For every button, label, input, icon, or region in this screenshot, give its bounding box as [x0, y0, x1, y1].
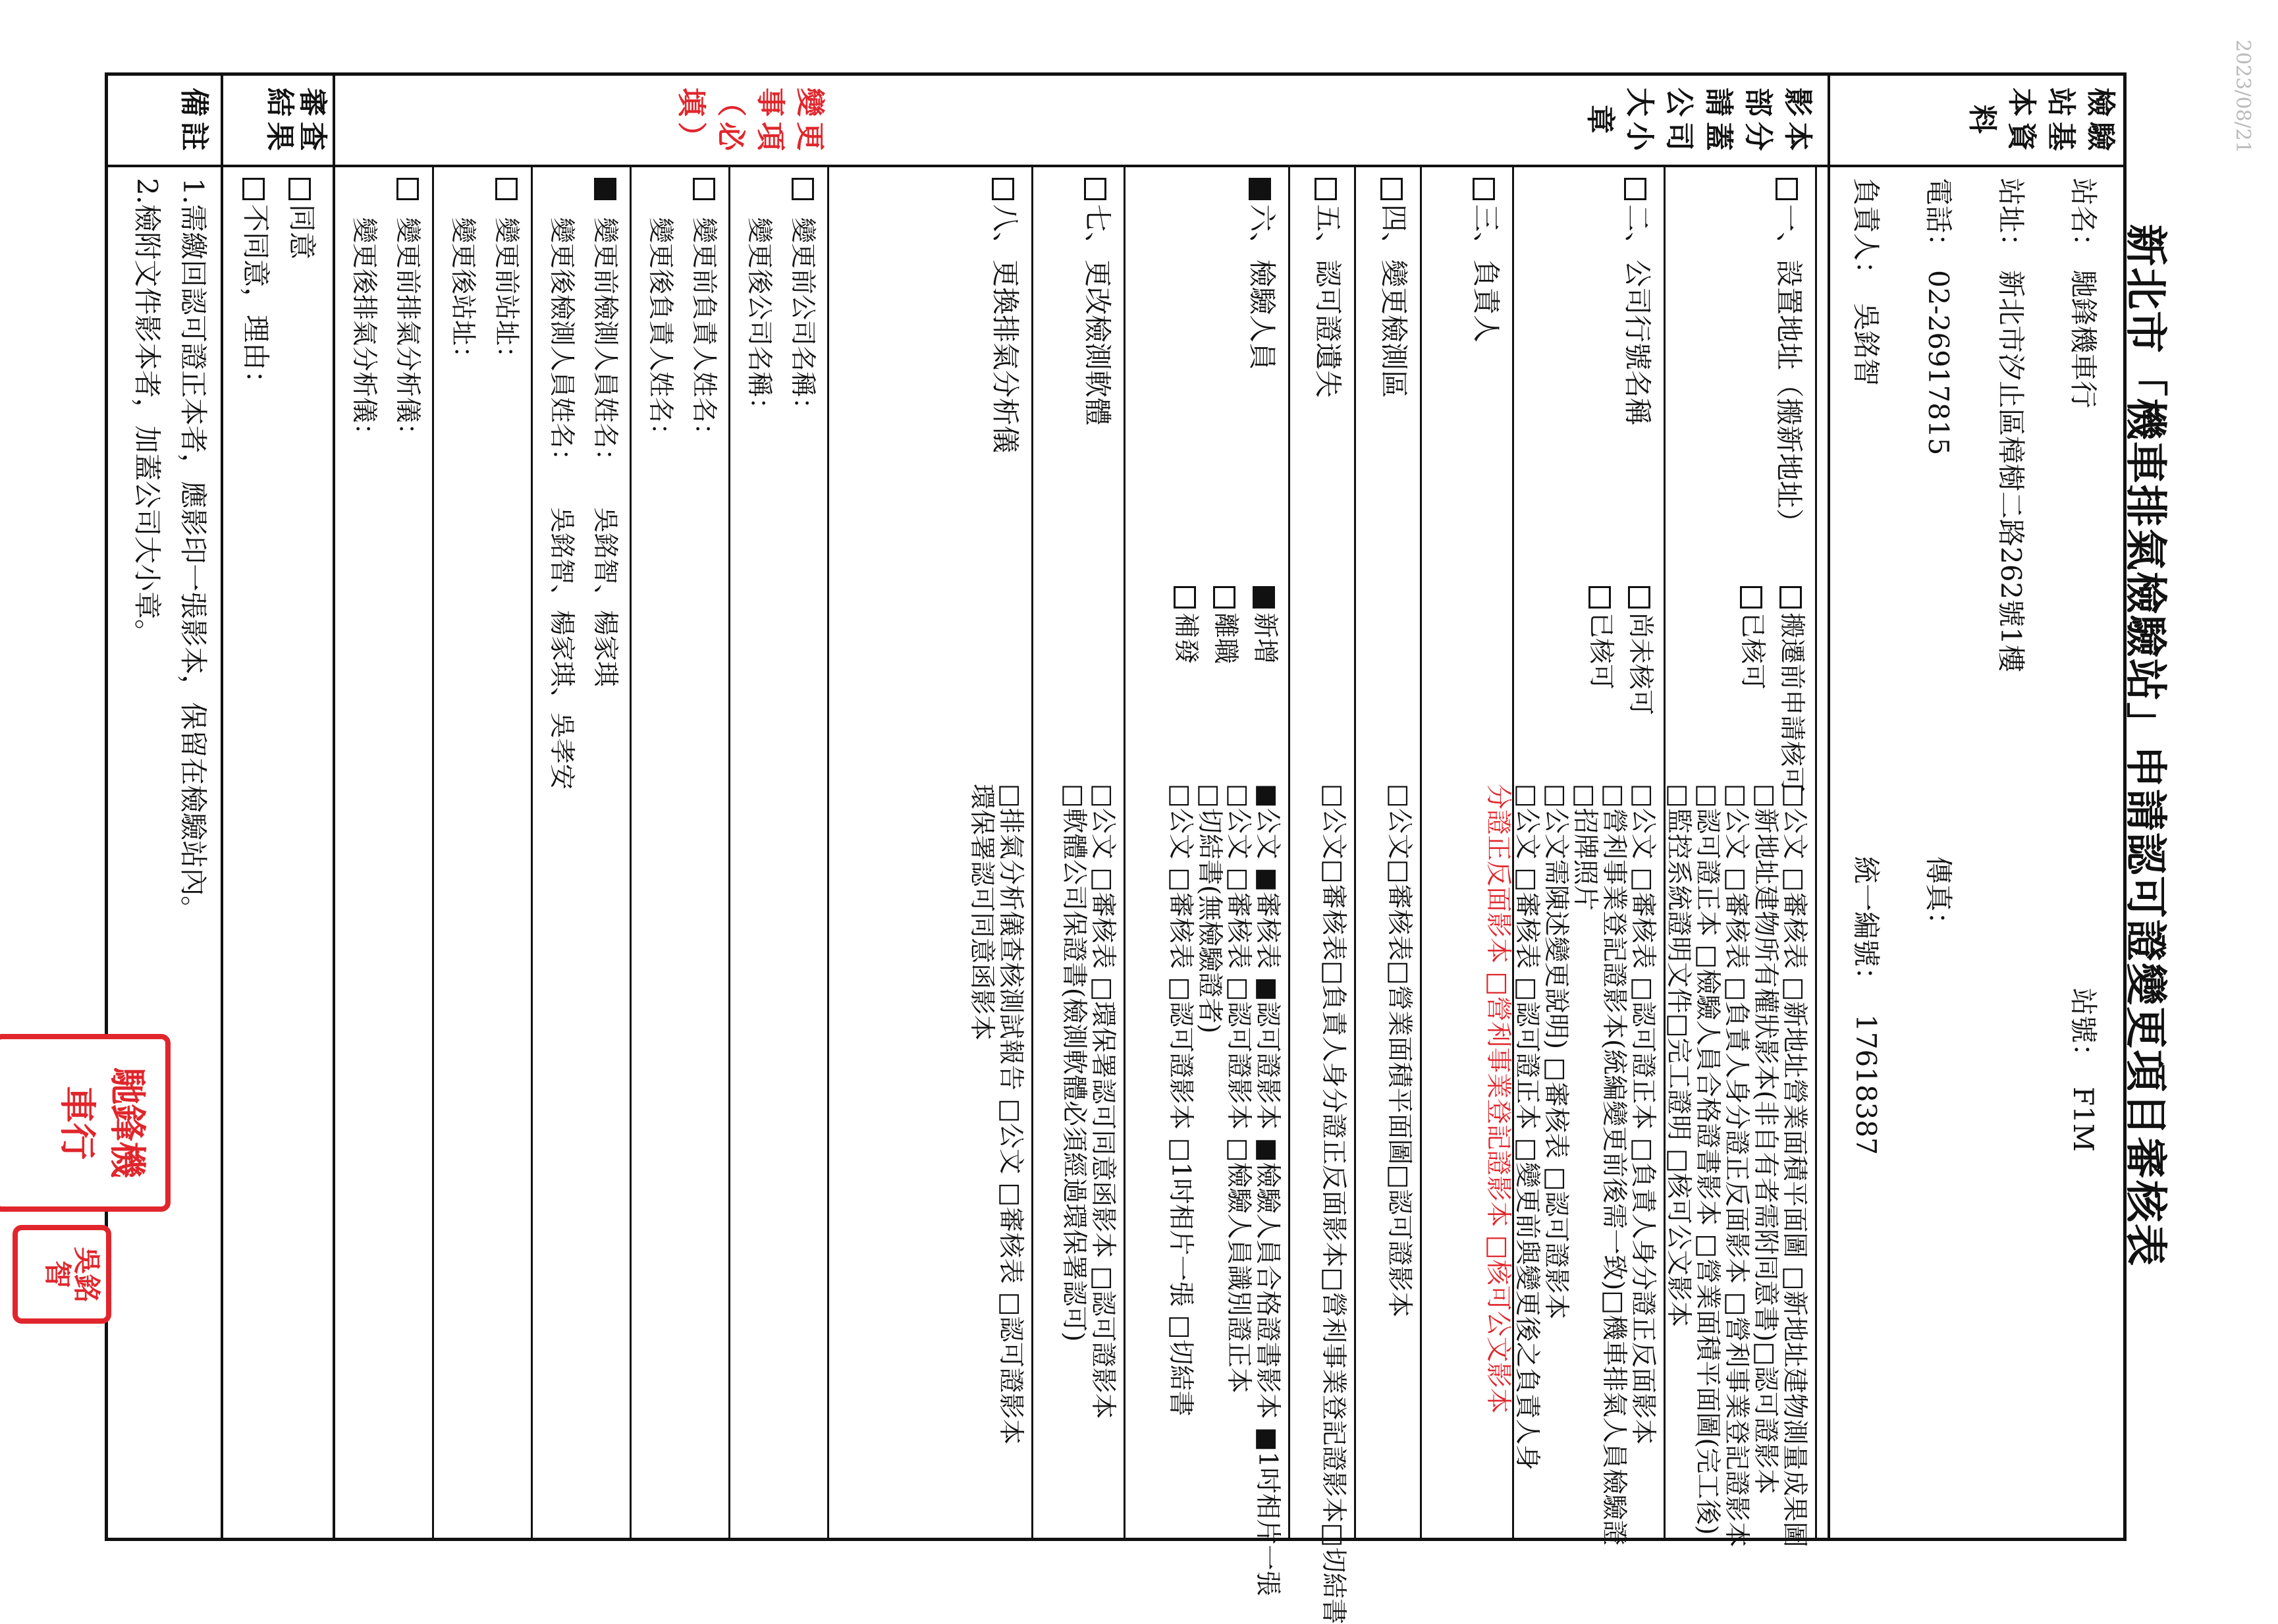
- manager-label: 負責人：: [1850, 178, 1882, 289]
- change-row: [333, 165, 434, 1541]
- section-label[interactable]: [1245, 178, 1279, 370]
- sub-option[interactable]: [1170, 586, 1201, 664]
- notes-heading: 備註: [177, 88, 211, 156]
- company-seal: 馳鋒機車行: [0, 1034, 171, 1212]
- document-line: □公文 □審核表 □認可證影本 □檢驗人員識別證正本: [1224, 784, 1253, 1394]
- divider: [333, 72, 335, 1541]
- document-line: □排氣分析儀查核測試報告 □公文 □審核表 □認可證影本: [996, 784, 1025, 1445]
- document-line: □監控系統證明文件□完工證明 □核可公文影本: [1664, 784, 1693, 1327]
- address-label: 站址：: [1995, 178, 2027, 261]
- section-label-text: 二、公司行號名稱: [1621, 204, 1654, 426]
- section-label-text: 五、認可證遺失: [1312, 204, 1344, 398]
- checkbox[interactable]: [288, 178, 311, 200]
- checkbox[interactable]: [1315, 178, 1337, 200]
- sub-option-label: 離職: [1210, 612, 1240, 664]
- form-title: 新北市「機車排氣檢驗站」申請認可證變更項目審核表: [2121, 224, 2170, 1267]
- fax-label: 傳真：: [1922, 856, 1955, 940]
- checkbox[interactable]: [594, 178, 616, 200]
- sub-option[interactable]: [1776, 586, 1807, 792]
- phone: 02-26917815: [1922, 270, 1955, 456]
- sub-option-label: 新增: [1250, 612, 1280, 664]
- disagree-label: 不同意，理由：: [240, 204, 272, 398]
- section-label-text: 七、更改檢測軟體: [1081, 204, 1114, 426]
- change-row: [531, 165, 632, 1541]
- checkbox[interactable]: [992, 178, 1014, 200]
- review-agree[interactable]: [285, 178, 319, 259]
- change-before-label: 變更前公司名稱：: [788, 217, 817, 423]
- checkbox[interactable]: [1740, 586, 1762, 609]
- review-heading: 審查結果: [263, 88, 329, 156]
- station-no-label: 站號：: [2067, 988, 2100, 1071]
- change-after-label: 變更後負責人姓名：: [645, 217, 675, 449]
- agree-label: 同意: [286, 204, 318, 260]
- note-2: 2.檢附文件影本者，加蓋公司大小章。: [131, 178, 163, 647]
- change-row: [728, 165, 829, 1541]
- document-line: □公文□審核表□營業面積平面圖□認可證影本: [1384, 784, 1414, 1318]
- change-after-label: 變更後排氣分析儀：: [349, 217, 379, 449]
- section-label[interactable]: [988, 178, 1022, 453]
- document-line: 分證正反面影本 □營利事業登記證影本 □核可公文影本: [1483, 784, 1513, 1414]
- document-line: □公文 □審核表 □新地址營業面積平面圖 □新地址建物測量成果圖: [1779, 784, 1809, 1548]
- checkbox[interactable]: [242, 178, 265, 200]
- section-row: [1420, 165, 1514, 1541]
- section-label-text: 六、檢驗人員: [1246, 204, 1278, 371]
- sub-option[interactable]: [1209, 586, 1241, 664]
- document-line: □公文 □審核表 □認可證影本 □1吋相片一張 □切結書: [1166, 784, 1195, 1417]
- section-label[interactable]: [1620, 178, 1654, 425]
- sub-option-label: 補發: [1171, 612, 1201, 664]
- sub-option-label: 已核可: [1586, 612, 1615, 690]
- section-label[interactable]: [1376, 178, 1411, 398]
- section-row: [1664, 165, 1817, 1548]
- document-line: □招牌照片: [1570, 784, 1600, 911]
- document-line: □公文 □審核表 □認可證正本 □變更前與變更後之負責人身: [1512, 784, 1542, 1471]
- checkbox[interactable]: [1174, 586, 1196, 609]
- document-line: □公文 □審核表 □認可證正本 □負責人身分證正反面影本: [1628, 784, 1658, 1445]
- section-row: [1288, 165, 1356, 1624]
- sub-option-label: 尚未核可: [1625, 612, 1655, 716]
- document-line: □軟體公司保證書(檢測軟體必須經過環保署認可): [1059, 784, 1089, 1342]
- person-seal: 吳銘智: [13, 1225, 111, 1324]
- change-row: [630, 165, 730, 1541]
- section-label-text: 一、設置地址（搬新地址）: [1773, 204, 1805, 537]
- corner-stamp: 2023/08/21: [2231, 40, 2254, 153]
- copy-heading: 影本部分請蓋公司大小章: [1583, 88, 1814, 156]
- document-line: □認可證正本 □檢驗人員合格證書影本 □營業面積平面圖(完工後): [1693, 784, 1722, 1535]
- change-after-label: 變更後檢測人員姓名：: [547, 217, 576, 475]
- checkbox[interactable]: [1624, 178, 1646, 200]
- checkbox[interactable]: [1628, 586, 1650, 609]
- section-label-text: 三、負責人: [1470, 204, 1502, 343]
- checkbox[interactable]: [1779, 586, 1802, 609]
- section-label[interactable]: [1311, 178, 1345, 398]
- sub-option[interactable]: [1585, 586, 1616, 690]
- review-disagree[interactable]: [238, 178, 273, 398]
- change-before-label: 變更前檢測人員姓名：: [590, 217, 620, 475]
- station-heading: 檢驗站基本資料: [1965, 88, 2117, 156]
- station-name: 馳鋒機車行: [2067, 270, 2100, 409]
- document-line: ■公文 ■審核表 ■認可證影本 ■檢驗人員合格證書影本 ■1吋相片一張: [1253, 784, 1282, 1596]
- document-line: □公文需陳述變更說明) □審核表 □認可證影本: [1541, 784, 1571, 1320]
- tax-label: 統一編號：: [1850, 856, 1882, 995]
- phone-label: 電話：: [1922, 178, 1955, 261]
- document-line: □切結書(無檢驗證者): [1195, 784, 1224, 1034]
- checkbox[interactable]: [1084, 178, 1106, 200]
- section-label-text: 八、更換排氣分析儀: [989, 204, 1021, 454]
- change-after[interactable]: 吳銘智、楊家琪、吳孝安: [547, 507, 576, 790]
- section-label[interactable]: [1469, 178, 1503, 342]
- section-row: [1031, 165, 1125, 1541]
- change-before-label: 變更前站址：: [491, 217, 521, 372]
- section-label[interactable]: [1772, 178, 1806, 536]
- change-before-label: 變更前排氣分析儀：: [393, 217, 422, 449]
- divider: [221, 72, 223, 1541]
- change-before-label: 變更前負責人姓名：: [689, 217, 719, 449]
- section-row: [939, 165, 1033, 1541]
- note-1: 1.需繳回認可證正本者，應影印一張影本，保留在檢驗站內。: [177, 178, 209, 924]
- document-line: □公文 □審核表 □負責人身分證正反面影本 □營利事業登記證影本: [1722, 784, 1751, 1548]
- tax-id: 17618387: [1850, 1014, 1882, 1155]
- document-line: □新地址建物所有權狀影本(非自有者需附同意書)□認可證影本: [1750, 784, 1780, 1495]
- checkbox[interactable]: [1776, 178, 1798, 200]
- change-after-label: 變更後公司名稱：: [744, 217, 774, 423]
- document-line: □公文 □審核表 □環保署認可同意函影本 □認可證影本: [1088, 784, 1118, 1419]
- change-after-label: 變更後站址：: [448, 217, 477, 372]
- document-line: □公文□審核表□負責人身分證正反面影本□營利事業登記證影本□切結書: [1318, 784, 1348, 1624]
- section-label[interactable]: [1080, 178, 1114, 425]
- sub-option[interactable]: [1249, 586, 1280, 664]
- section-row: [1124, 165, 1290, 1596]
- sub-option-label: 搬遷前申請核可: [1777, 612, 1806, 793]
- sub-option[interactable]: [1624, 586, 1656, 715]
- change-row: [432, 165, 533, 1541]
- document-line: □營利事業登記證影本(統編變更前後需一致)□機車排氣人員檢驗證: [1599, 784, 1629, 1546]
- change-before[interactable]: 吳銘智、楊家琪: [590, 507, 620, 688]
- station-name-label: 站名：: [2067, 178, 2100, 261]
- divider: [1828, 72, 1830, 1541]
- station-no: F1M: [2067, 1087, 2100, 1152]
- checkbox[interactable]: [495, 178, 518, 200]
- checkbox[interactable]: [1213, 586, 1235, 609]
- change-heading: 變更事項（必填）: [674, 88, 827, 156]
- checkbox[interactable]: [1588, 586, 1611, 609]
- manager: 吳銘智: [1850, 303, 1882, 387]
- checkbox[interactable]: [693, 178, 715, 200]
- checkbox[interactable]: [1249, 178, 1271, 200]
- checkbox[interactable]: [396, 178, 419, 200]
- document-line: 環保署認可同意函影本: [967, 784, 996, 1041]
- checkbox[interactable]: [792, 178, 814, 200]
- section-row: [1354, 165, 1422, 1541]
- checkbox[interactable]: [1253, 586, 1275, 609]
- sub-option[interactable]: [1736, 586, 1768, 690]
- checkbox[interactable]: [1380, 178, 1403, 200]
- checkbox[interactable]: [1473, 178, 1495, 200]
- address: 新北市汐止區樟樹二路262號1樓: [1995, 270, 2027, 672]
- section-label-text: 四、變更檢測區: [1378, 204, 1410, 398]
- sub-option-label: 已核可: [1737, 612, 1767, 690]
